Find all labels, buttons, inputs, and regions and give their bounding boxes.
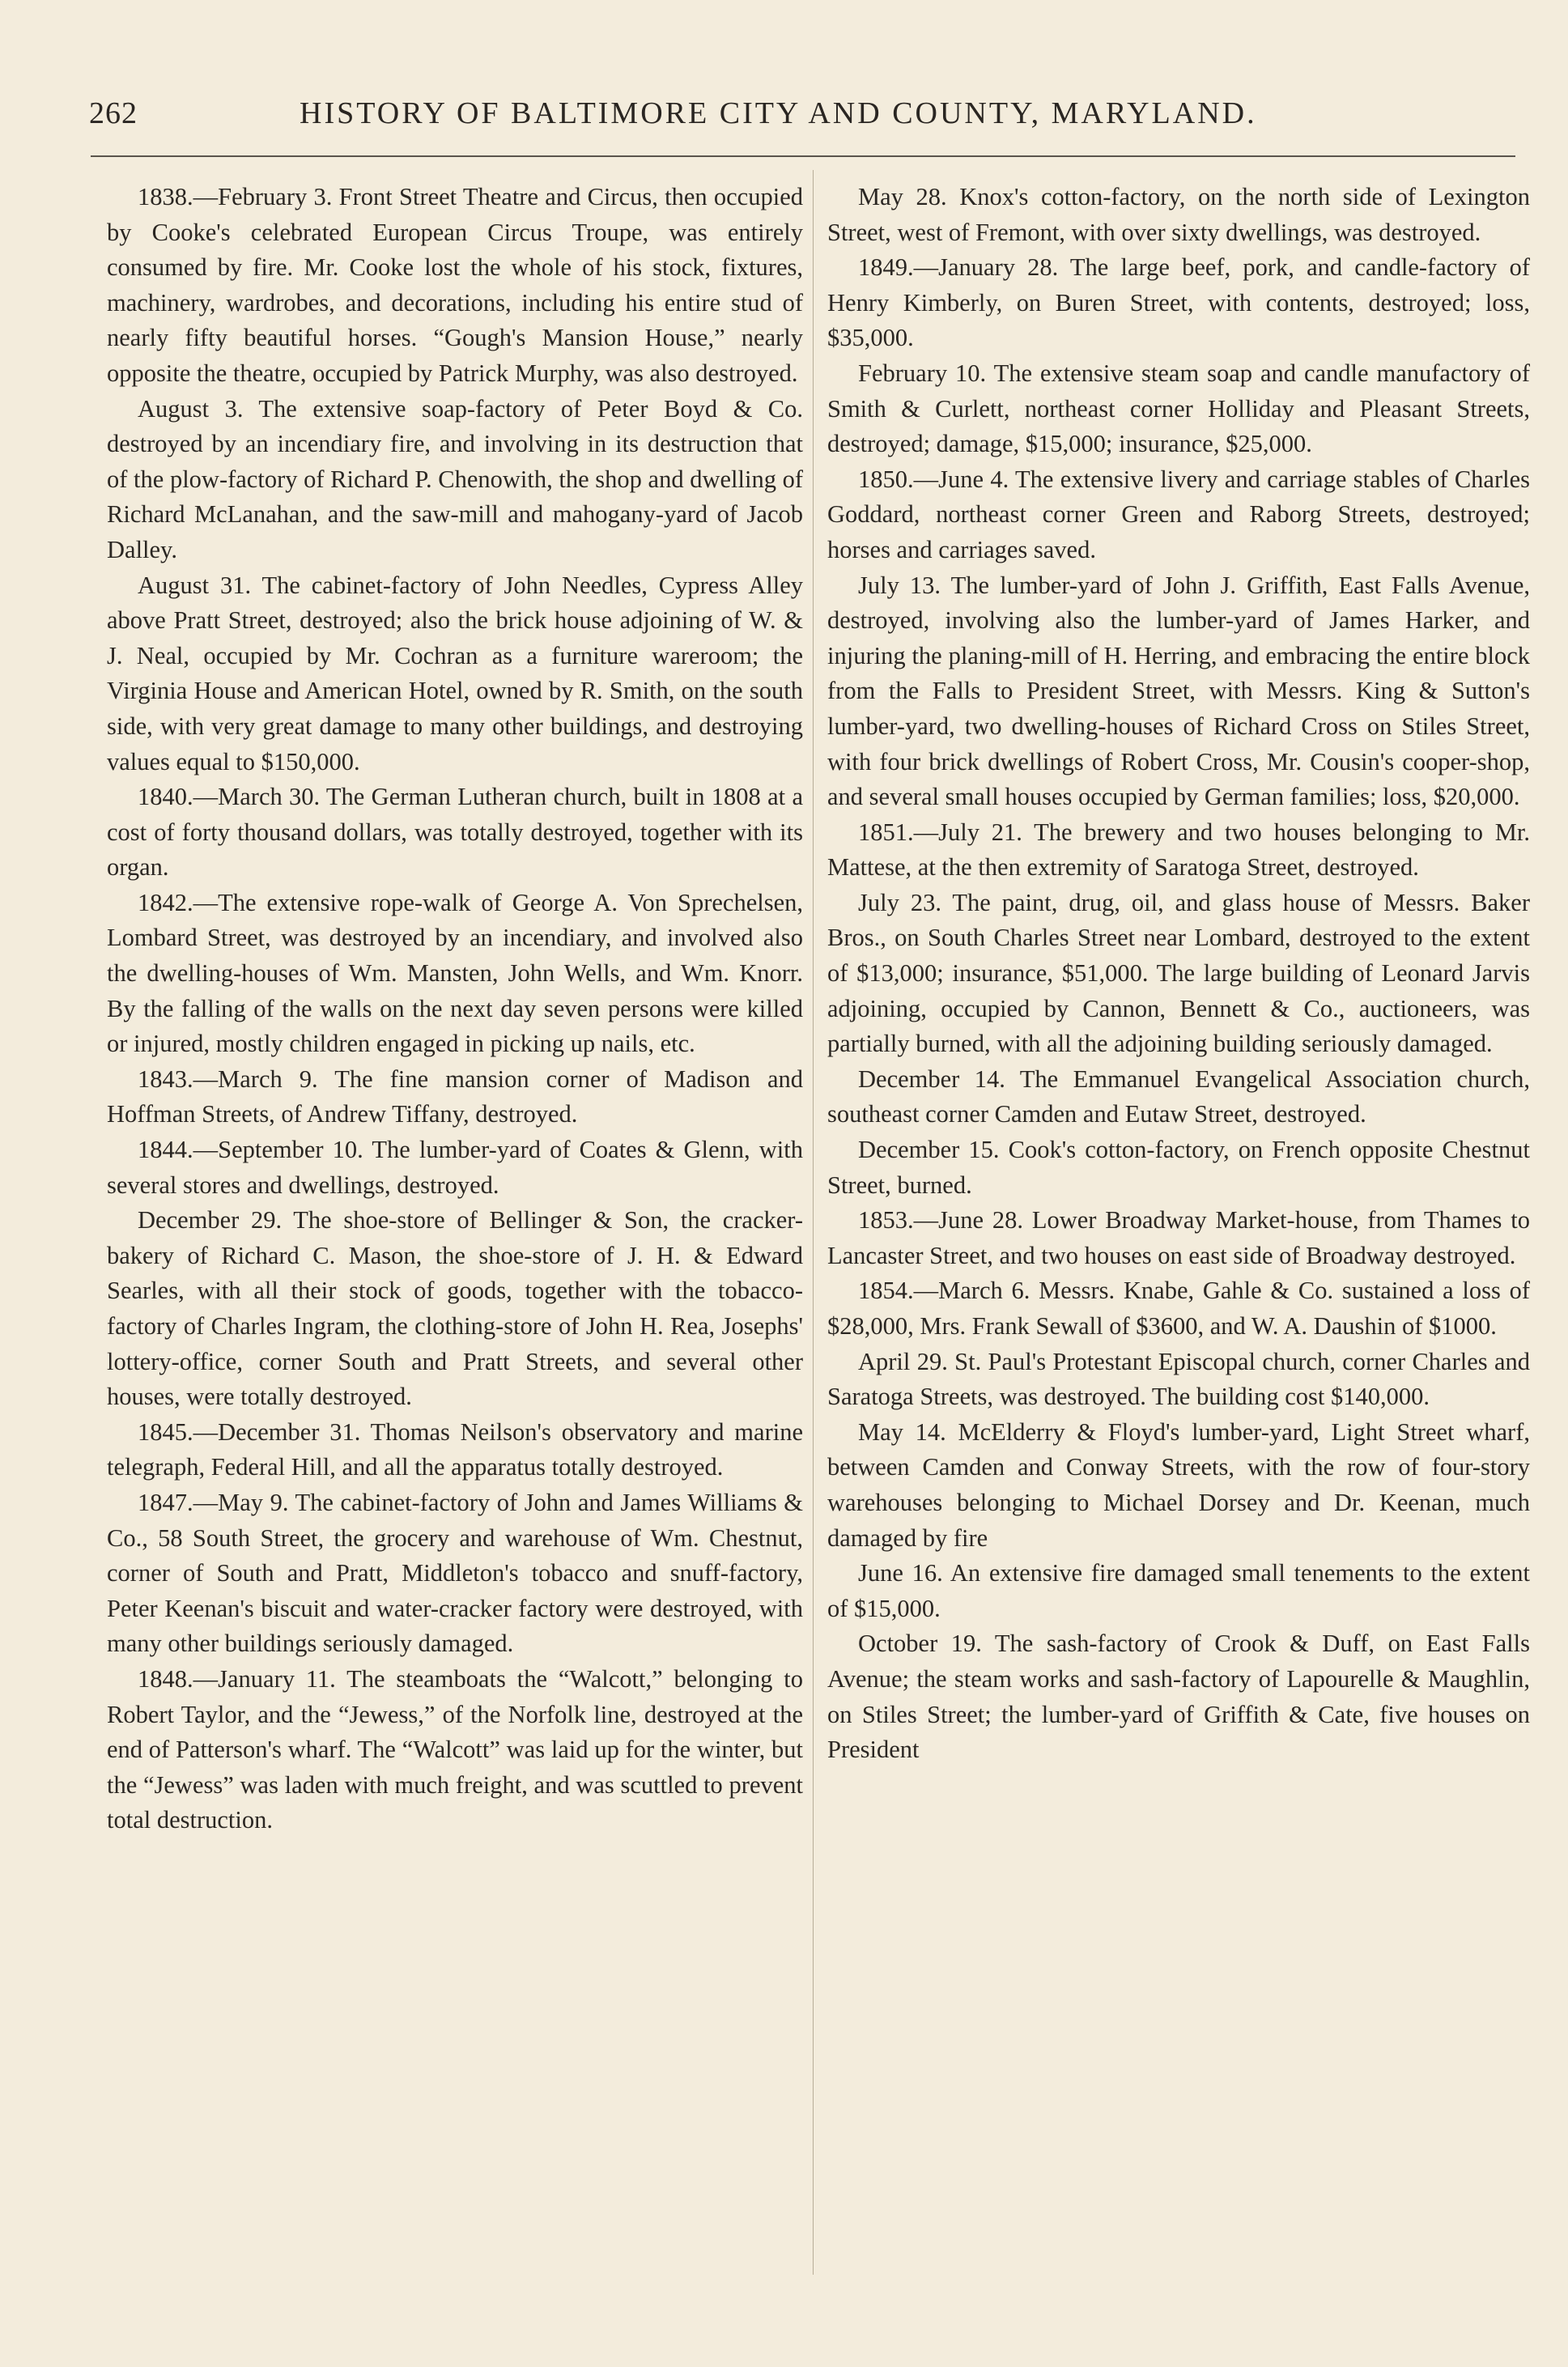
chronicle-entry: April 29. St. Paul's Protestant Episcopal church, corner Charles and Saratoga Streets, was destroyed. The building cost $140,000. xyxy=(827,1347,1530,1411)
column-divider xyxy=(813,170,814,2275)
chronicle-entry: August 31. The cabinet-factory of John Needles, Cypress Alley above Pratt Street, destroyed; also the brick house adjoining of W. & J. Neal, occupied by Mr. Cochran as a furniture wareroom; the Virginia House and American Hotel, owned by R. Smith, on the south side, with very great damage to many other buildings, and destroying values equal to $150,000. xyxy=(107,571,803,776)
chronicle-entry: 1850.—June 4. The extensive livery and carriage stables of Charles Goddard, northeast corner Green and Raborg Streets, destroyed; horses and carriages saved. xyxy=(827,465,1530,563)
chronicle-entry: June 16. An extensive fire damaged small tenements to the extent of $15,000. xyxy=(827,1559,1530,1622)
chronicle-entry: 1849.—January 28. The large beef, pork, and candle-factory of Henry Kimberly, on Buren Street, with contents, destroyed; loss, $35,000. xyxy=(827,253,1530,352)
chronicle-entry: May 14. McElderry & Floyd's lumber-yard, Light Street wharf, between Camden and Conway Streets, with the row of four-story warehouses belonging to Michael Dorsey and Dr. Keenan, much damaged by fire xyxy=(827,1417,1530,1552)
header-rule xyxy=(91,155,1515,157)
chronicle-entry: July 13. The lumber-yard of John J. Griffith, East Falls Avenue, destroyed, involving also the lumber-yard of James Harker, and injuring the planing-mill of H. Herring, and embracing the entire block from the Falls to President Street, with Messrs. King & Sutton's lumber-yard, two dwelling-houses of Richard Cross on Stiles Street, with four brick dwellings of Robert Cross, Mr. Cousin's cooper-shop, and several small houses occupied by German families; loss, $20,000. xyxy=(827,571,1530,811)
chronicle-entry: 1853.—June 28. Lower Broadway Market-house, from Thames to Lancaster Street, and two houses on east side of Broadway destroyed. xyxy=(827,1206,1530,1269)
chronicle-entry: 1842.—The extensive rope-walk of George A. Von Sprechelsen, Lombard Street, was destroyed by an incendiary, and involved also the dwelling-houses of Wm. Mansten, John Wells, and Wm. Knorr. By the falling of the walls on the next day seven persons were killed or injured, mostly children engaged in picking up nails, etc. xyxy=(107,888,803,1058)
chronicle-entry: 1847.—May 9. The cabinet-factory of John and James Williams & Co., 58 South Street, the grocery and warehouse of Wm. Chestnut, corner of South and Pratt, Middleton's tobacco and snuff-factory, Peter Keenan's biscuit and water-cracker factory were destroyed, with many other buildings seriously damaged. xyxy=(107,1488,803,1658)
chronicle-entry: August 3. The extensive soap-factory of Peter Boyd & Co. destroyed by an incendiary fire, and involving in its destruction that of the plow-factory of Richard P. Chenowith, the shop and dwelling of Richard McLanahan, and the saw-mill and mahogany-yard of Jacob Dalley. xyxy=(107,394,803,563)
chronicle-entry: 1838.—February 3. Front Street Theatre and Circus, then occupied by Cooke's celebrated European Circus Troupe, was entirely consumed by fire. Mr. Cooke lost the whole of his stock, fixtures, machinery, wardrobes, and decorations, including his entire stud of nearly fifty beautiful horses. “Gough's Mansion House,” nearly opposite the theatre, occupied by Patrick Murphy, was also destroyed. xyxy=(107,183,803,387)
chronicle-entry: October 19. The sash-factory of Crook & Duff, on East Falls Avenue; the steam works and sash-factory of Lapourelle & Maughlin, on Stiles Street; the lumber-yard of Griffith & Cate, five houses on President xyxy=(827,1630,1530,1764)
chronicle-entry: 1851.—July 21. The brewery and two houses belonging to Mr. Mattese, at the then extremity of Saratoga Street, destroyed. xyxy=(827,818,1530,882)
chronicle-entry: December 14. The Emmanuel Evangelical Association church, southeast corner Camden and Eutaw Street, destroyed. xyxy=(827,1065,1530,1128)
running-head xyxy=(89,96,1514,144)
chronicle-entry: 1845.—December 31. Thomas Neilson's observatory and marine telegraph, Federal Hill, and all the apparatus totally destroyed. xyxy=(107,1417,803,1481)
right-column xyxy=(827,180,1530,1768)
chronicle-entry: May 28. Knox's cotton-factory, on the north side of Lexington Street, west of Fremont, with over sixty dwellings, was destroyed. xyxy=(827,183,1530,246)
chronicle-entry: 1840.—March 30. The German Lutheran church, built in 1808 at a cost of forty thousand dollars, was totally destroyed, together with its organ. xyxy=(107,783,803,882)
chronicle-entry: July 23. The paint, drug, oil, and glass house of Messrs. Baker Bros., on South Charles Street near Lombard, destroyed to the extent of $13,000; insurance, $51,000. The large building of Leonard Jarvis adjoining, occupied by Cannon, Bennett & Co., auctioneers, was partially burned, with all the adjoining building seriously damaged. xyxy=(827,888,1530,1058)
chronicle-entry: 1848.—January 11. The steamboats the “Walcott,” belonging to Robert Taylor, and the “Jewess,” of the Norfolk line, destroyed at the end of Patterson's wharf. The “Walcott” was laid up for the winter, but the “Jewess” was laden with much freight, and was scuttled to prevent total destruction. xyxy=(107,1664,803,1834)
left-column xyxy=(107,180,803,1838)
chronicle-entry: 1854.—March 6. Messrs. Knabe, Gahle & Co. sustained a loss of $28,000, Mrs. Frank Sewall of $3600, and W. A. Daushin of $1000. xyxy=(827,1277,1530,1340)
page-number: 262 xyxy=(89,96,138,130)
chronicle-entry: December 15. Cook's cotton-factory, on French opposite Chestnut Street, burned. xyxy=(827,1136,1530,1199)
chronicle-entry: 1844.—September 10. The lumber-yard of Coates & Glenn, with several stores and dwellings, destroyed. xyxy=(107,1136,803,1199)
chronicle-entry: December 29. The shoe-store of Bellinger & Son, the cracker-bakery of Richard C. Mason, the shoe-store of J. H. & Edward Searles, with all their stock of goods, together with the tobacco-factory of Charles Ingram, the clothing-store of John H. Rea, Josephs' lottery-office, corner South and Pratt Streets, and several other houses, were totally destroyed. xyxy=(107,1206,803,1411)
chronicle-entry: February 10. The extensive steam soap and candle manufactory of Smith & Curlett, northeast corner Holliday and Pleasant Streets, destroyed; damage, $15,000; insurance, $25,000. xyxy=(827,359,1530,458)
page-header-title: HISTORY OF BALTIMORE CITY AND COUNTY, MARYLAND. xyxy=(300,96,1257,130)
chronicle-entry: 1843.—March 9. The fine mansion corner of Madison and Hoffman Streets, of Andrew Tiffany, destroyed. xyxy=(107,1065,803,1128)
